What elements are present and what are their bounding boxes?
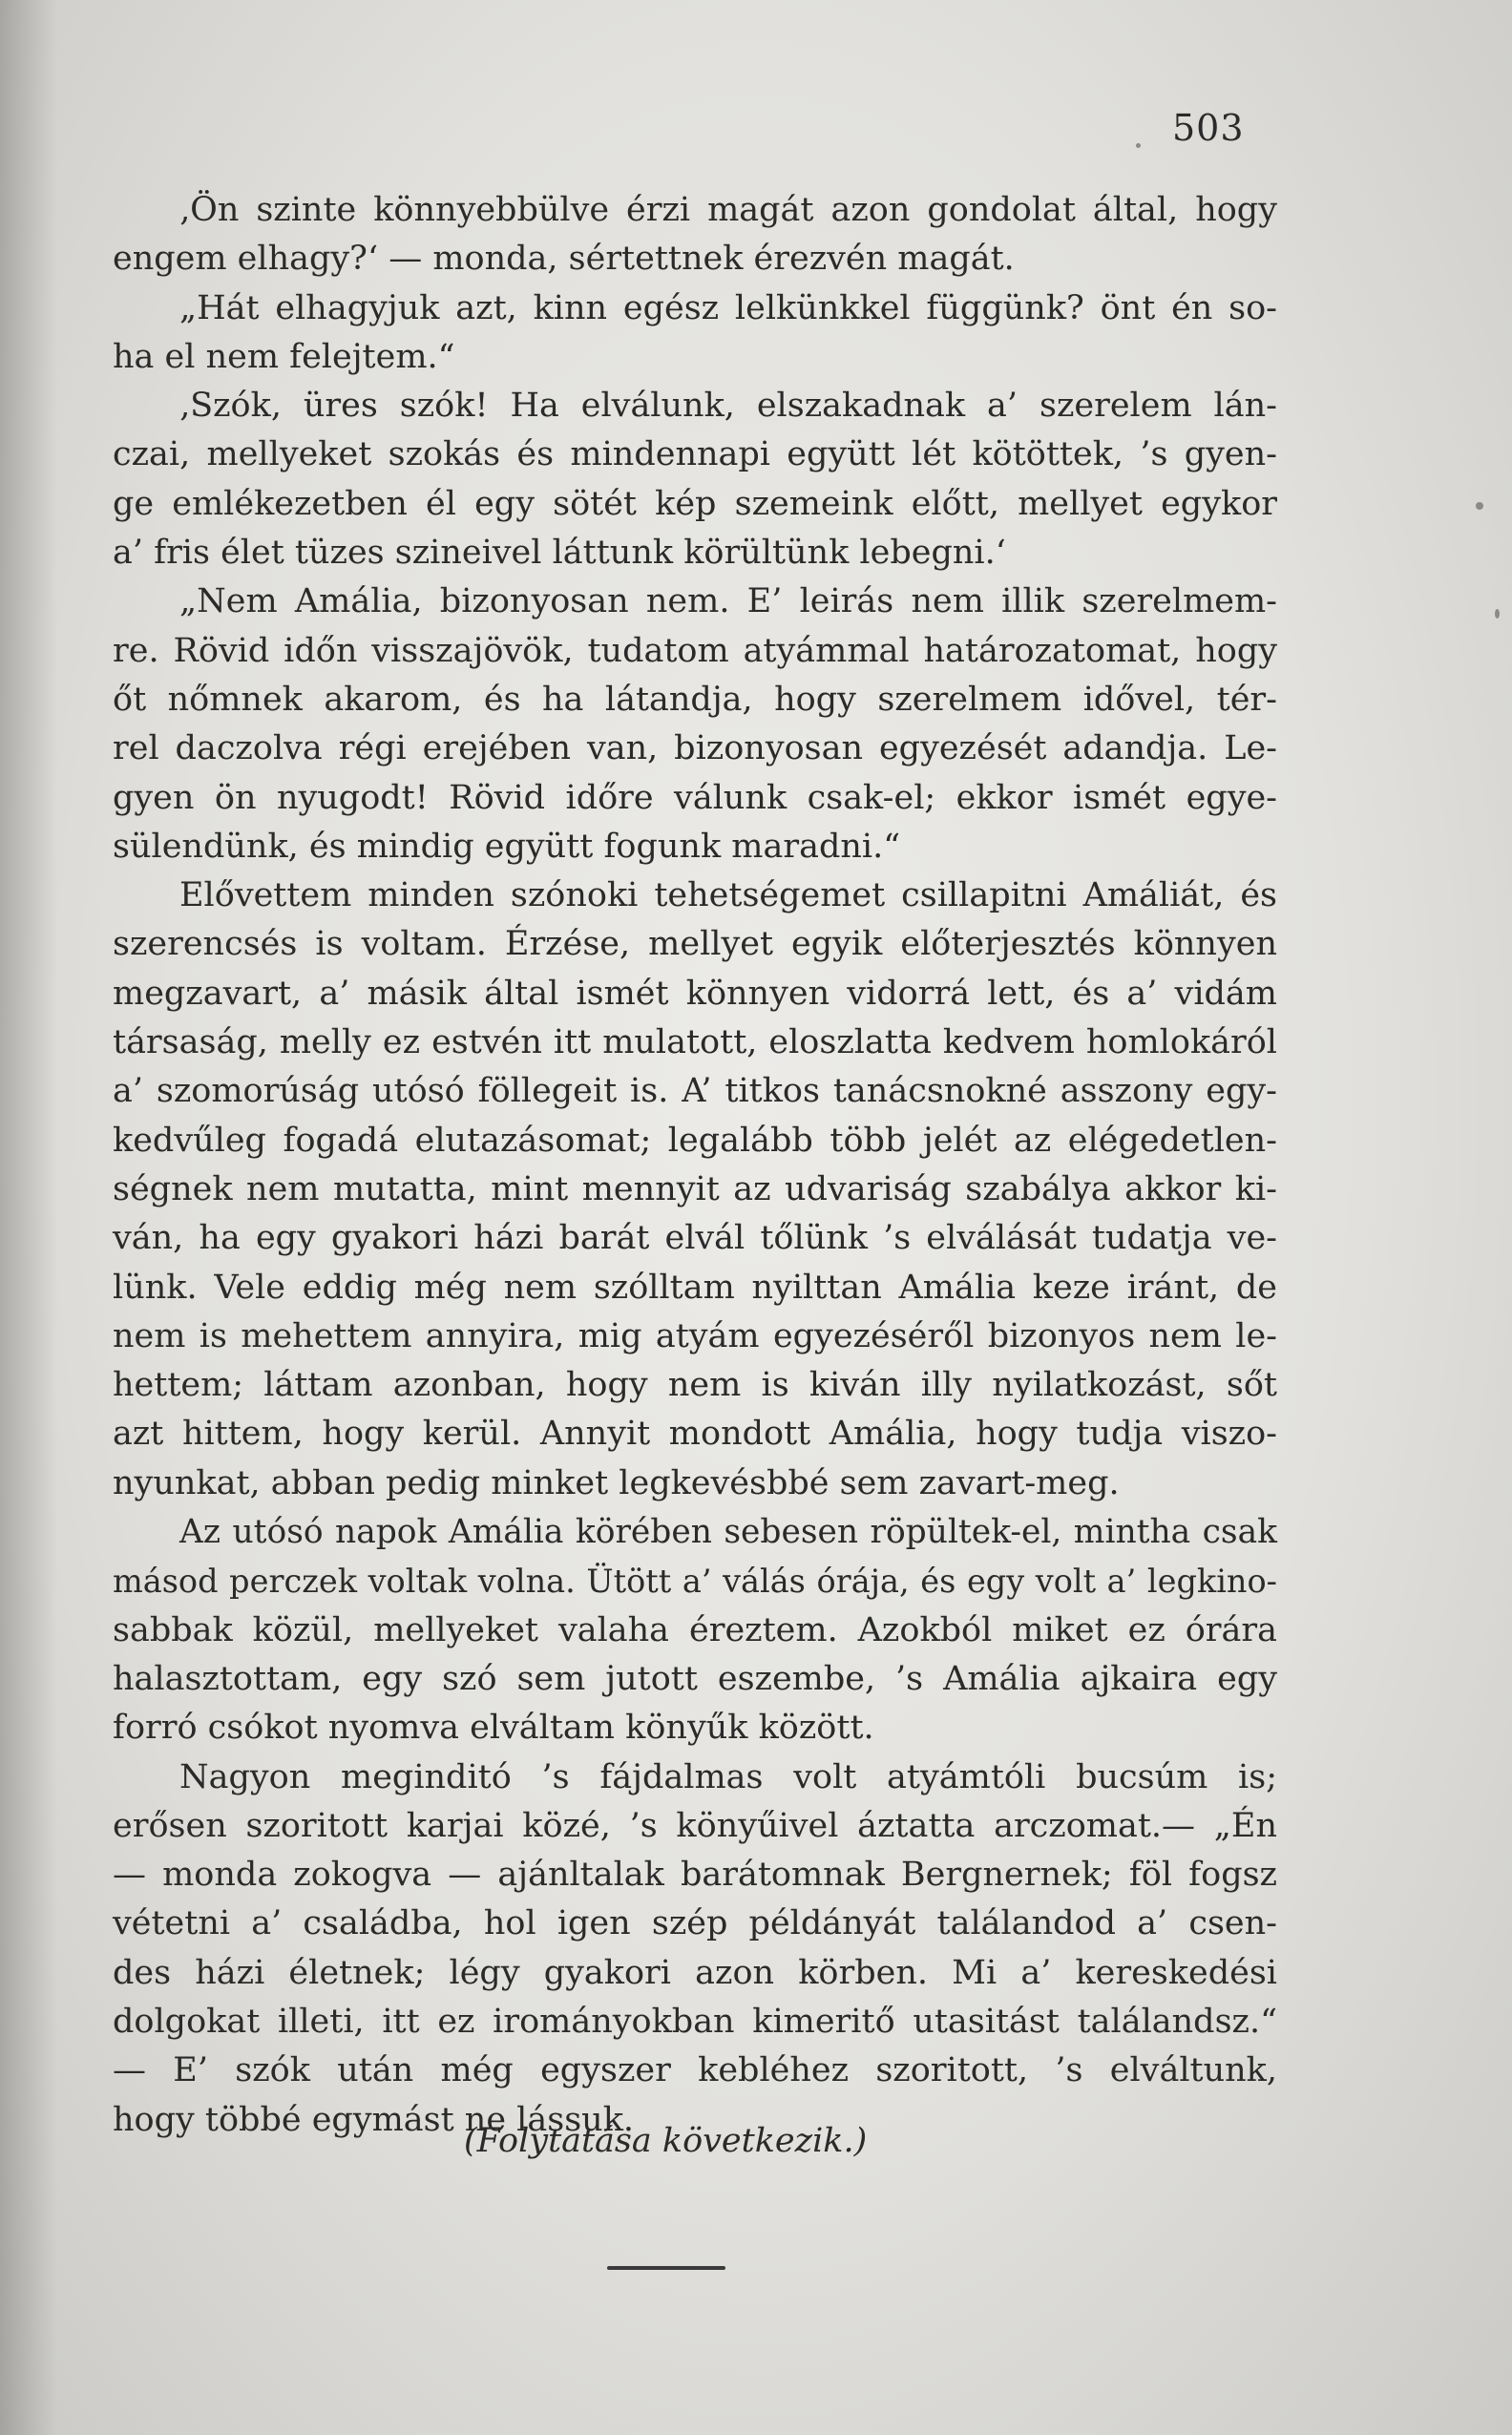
text-line: halasztottam, egy szó sem jutott eszembe, ’s Amália ajkaira egy [113,1659,1277,1698]
text-line: sabbak közül, mellyeket valaha éreztem. Azokból miket ez órára [113,1610,1277,1649]
text-line: ge emlékezetben él egy sötét kép szemeink előtt, mellyet egykor [113,484,1277,523]
text-line: Az utósó napok Amália körében sebesen röpültek-el, mintha csak [179,1513,1277,1552]
text-line: ‚Szók, üres szók! Ha elválunk, elszakadnak a’ szerelem lán- [179,387,1277,426]
text-line: megzavart, a’ másik által ismét könnyen vidorrá lett, és a’ vidám [113,974,1277,1013]
text-line: a’ szomorúság utósó föllegeit is. A’ titkos tanácsnokné asszony egy- [113,1072,1277,1111]
text-line: engem elhagy?‘ — monda, sértettnek érezvén magát. [113,240,1015,279]
text-line: „Hát elhagyjuk azt, kinn egész lelkünkkel függünk? önt én so- [179,288,1277,327]
text-line: vétetni a’ családba, hol igen szép példányát találandod a’ csen- [113,1904,1277,1943]
text-line: ha el nem felejtem.“ [113,337,455,376]
page-gutter-shadow [0,0,57,2435]
paper-speck [1495,609,1500,619]
text-line: — E’ szók után még egyszer kebléhez szoritott, ’s elváltunk, [113,2051,1277,2090]
text-line: Elővettem minden szónoki tehetségemet csillapitni Amáliát, és [179,876,1277,915]
end-rule-divider [607,2266,725,2270]
text-line: forró csókot nyomva elváltam könyűk között. [113,1709,874,1748]
text-line: lünk. Vele eddig még nem szólltam nyilttan Amália keze iránt, de [113,1268,1277,1307]
text-line: ségnek nem mutatta, mint mennyit az udvariság szabálya akkor ki- [113,1169,1277,1208]
text-line: erősen szoritott karjai közé, ’s könyűivel áztatta arczomat.— „Én [113,1806,1277,1845]
text-line: — monda zokogva — ajánltalak barátomnak Bergnernek; föl fogsz [113,1856,1277,1895]
text-line: szerencsés is voltam. Érzése, mellyet egyik előterjesztés könnyen [113,925,1277,964]
text-line: dolgokat illeti, itt ez irományokban kimeritő utasitást találandsz.“ [113,2002,1277,2041]
text-line: des házi életnek; légy gyakori azon körben. Mi a’ kereskedési [113,1953,1277,1992]
text-line: társaság, melly ez estvén itt mulatott, eloszlatta kedvem homlokáról [113,1023,1277,1062]
text-line: azt hittem, hogy kerül. Annyit mondott Amália, hogy tudja viszo- [113,1415,1277,1454]
text-line: ‚Ön szinte könnyebbülve érzi magát azon gondolat által, hogy [179,191,1277,229]
text-line: őt nőmnek akarom, és ha látandja, hogy szerelmem idővel, tér- [113,680,1277,719]
text-line: Nagyon meginditó ’s fájdalmas volt atyámtóli bucsúm is; [179,1757,1277,1796]
text-line: gyen ön nyugodt! Rövid időre válunk csak-el; ekkor ismét egye- [113,778,1277,817]
continuation-note: (Folytatása következik.) [464,2122,868,2160]
text-line: másod perczek voltak volna. Ütött a’ válás órája, és egy volt a’ legkino- [113,1563,1277,1601]
text-line: nem is mehettem annyira, mig atyám egyezéséről bizonyos nem le- [113,1316,1277,1355]
text-line: re. Rövid időn visszajövök, tudatom atyámmal határozatomat, hogy [113,631,1277,670]
text-line: hettem; láttam azonban, hogy nem is kiván illy nyilatkozást, sőt [113,1366,1277,1405]
text-line: a’ fris élet tüzes szineivel láttunk körültünk lebegni.‘ [113,534,1006,573]
text-line: nyunkat, abban pedig minket legkevésbbé sem zavart-meg. [113,1463,1120,1502]
text-line: „Nem Amália, bizonyosan nem. E’ leirás nem illik szerelmem- [179,582,1277,621]
text-line: sülendünk, és mindig együtt fogunk maradni.“ [113,827,901,866]
paper-speck [1476,502,1483,510]
text-line: kedvűleg fogadá elutazásomat; legalább több jelét az elégedetlen- [113,1121,1277,1160]
body-text [113,186,1277,2145]
text-line: ván, ha egy gyakori házi barát elvál tőlünk ’s elválását tudatja ve- [113,1219,1277,1258]
text-line: hogy többé egymást ne lássuk. [113,2100,635,2139]
text-line: czai, mellyeket szokás és mindennapi együtt lét kötöttek, ’s gyen- [113,435,1277,474]
text-line: rel daczolva régi erejében van, bizonyosan egyezését adandja. Le- [113,729,1277,768]
paper-speck [1136,143,1141,148]
page-number: 503 [1172,107,1245,149]
